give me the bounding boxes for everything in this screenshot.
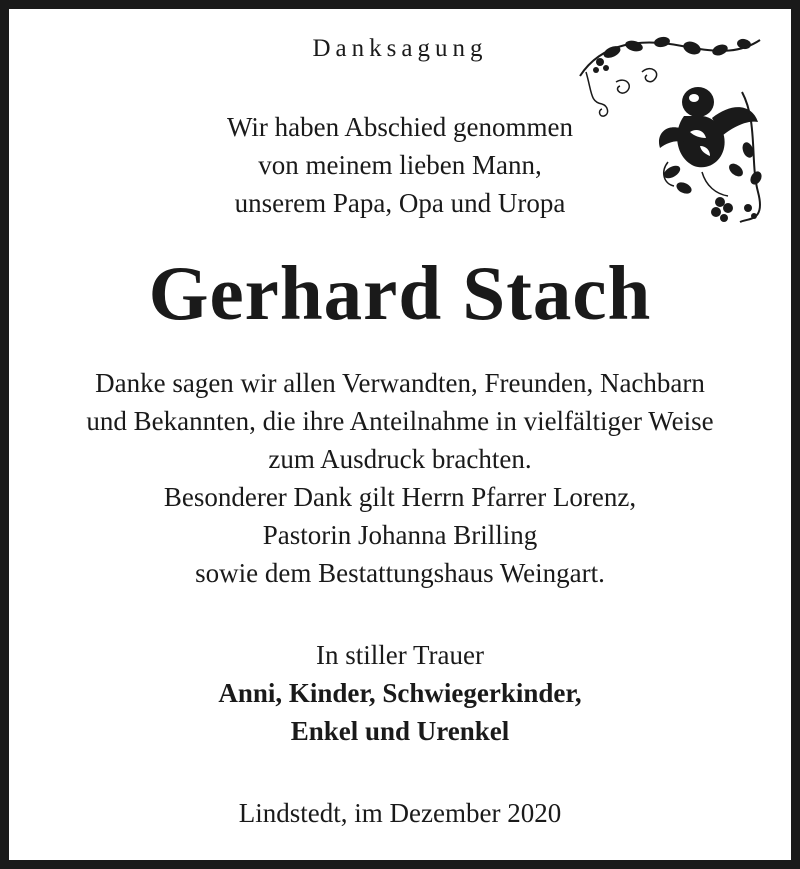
intro-line: von meinem lieben Mann, [258,150,542,180]
mourning-phrase: In stiller Trauer [316,640,484,670]
thanks-line: Pastorin Johanna Brilling [262,520,538,550]
intro-line: unserem Papa, Opa und Uropa [234,188,566,218]
thanks-line: zum Ausdruck brachten. [268,444,532,474]
thanks-line: Danke sagen wir allen Verwandten, Freunden, Nachbarn [95,368,705,398]
mourners-line: Anni, Kinder, Schwiegerkinder, [218,678,582,708]
place-date: Lindstedt, im Dezember 2020 [238,798,562,828]
notice-heading: Danksagung [312,35,488,62]
mourners-line: Enkel und Urenkel [290,716,510,746]
deceased-name: Gerhard Stach [148,250,652,336]
thanks-line: sowie dem Bestattungshaus Weingart. [195,558,605,588]
thanks-line: und Bekannten, die ihre Anteilnahme in vielfältiger Weise [86,406,714,436]
intro-line: Wir haben Abschied genommen [226,112,574,142]
thanks-line: Besonderer Dank gilt Herrn Pfarrer Lorenz, [163,482,637,512]
